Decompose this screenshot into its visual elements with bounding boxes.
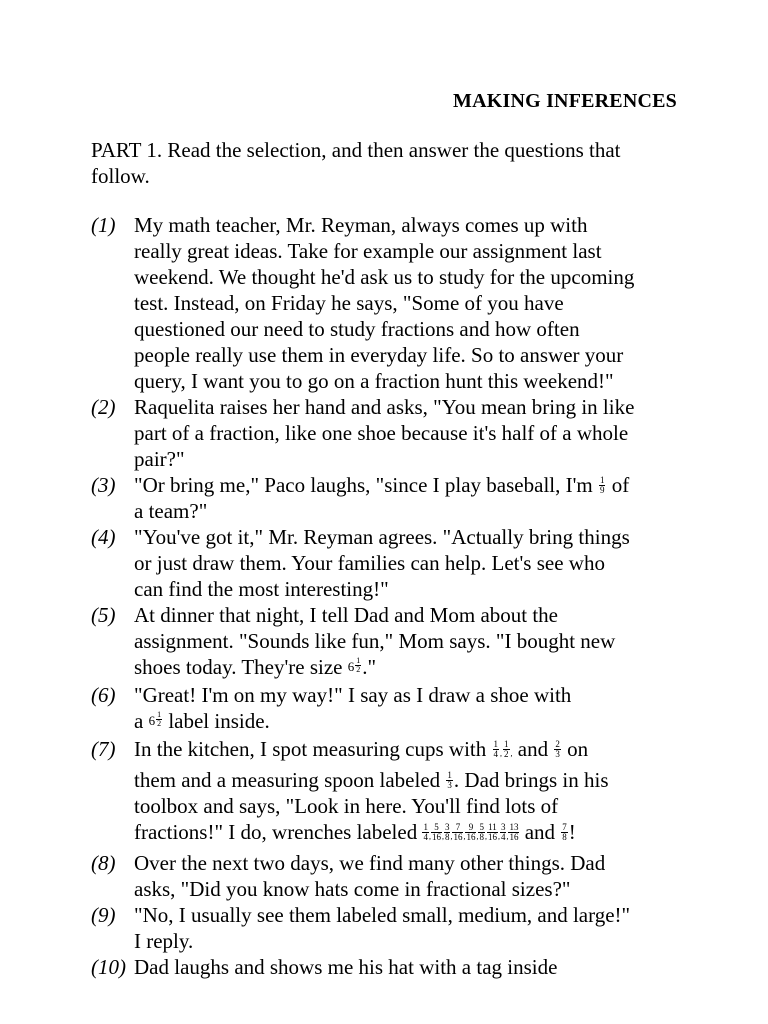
text-segment: "Or bring me," Paco laughs, "since I play baseball, I'm	[134, 473, 598, 497]
fraction-denominator: 8	[479, 832, 484, 843]
text-line: people really use them in everyday life. So to answer your	[134, 343, 624, 367]
comma-separator: ,	[428, 832, 431, 842]
text-line: At dinner that night, I tell Dad and Mom about the	[134, 603, 558, 627]
fraction-denominator: 16	[453, 832, 463, 843]
fraction	[493, 739, 503, 760]
text-line: test. Instead, on Friday he says, "Some of you have	[134, 291, 564, 315]
fraction-denominator: 3	[447, 780, 452, 791]
text-line: or just draw them. Your families can help. Let's see who	[134, 551, 605, 575]
fraction-denominator: 8	[562, 832, 567, 843]
paragraph-body	[134, 394, 681, 472]
fraction-numerator: 1	[599, 474, 605, 485]
fraction	[422, 823, 429, 842]
text-line: toolbox and says, "Look in here. You'll find lots of	[134, 794, 559, 819]
text-line	[134, 767, 681, 793]
paragraph-body	[134, 682, 681, 736]
text-line	[134, 736, 681, 767]
fraction	[497, 822, 507, 843]
fraction-numerator: 11	[488, 822, 497, 833]
text-line	[134, 472, 681, 498]
fraction	[503, 740, 510, 759]
text-segment: shoes today. They're size	[134, 655, 348, 679]
mixed-whole: 6	[347, 659, 355, 675]
text-line	[134, 654, 681, 682]
paragraph-number: (3)	[91, 473, 116, 497]
text-line: Raquelita raises her hand and asks, "You mean bring in like	[134, 395, 635, 419]
fraction-numerator: 2	[555, 739, 560, 750]
paragraph-body	[134, 212, 681, 394]
paragraph-9	[91, 902, 681, 954]
text-segment: ."	[362, 655, 377, 679]
paragraph-body	[134, 902, 681, 954]
fraction-numerator: 3	[500, 822, 506, 833]
paragraph-number: (10)	[91, 955, 126, 980]
fraction-denominator: 16	[509, 832, 519, 843]
fraction	[599, 476, 606, 495]
fraction	[465, 822, 479, 843]
paragraph-number: (9)	[91, 903, 116, 928]
fraction	[508, 823, 519, 842]
fraction	[446, 771, 453, 790]
fraction-numerator: 1	[447, 770, 452, 781]
text-line: Dad laughs and shows me his hat with a tag inside	[134, 955, 558, 980]
comma-separator: ,	[450, 832, 453, 842]
text-segment: and	[519, 820, 561, 845]
paragraph-body	[134, 850, 681, 902]
text-segment: fractions!" I do, wrenches labeled	[134, 820, 423, 845]
fraction	[452, 822, 466, 843]
text-segment: label inside.	[163, 709, 270, 734]
paragraph-number: (2)	[91, 395, 116, 419]
text-segment: . Dad brings in his	[453, 768, 609, 793]
text-segment: of	[606, 473, 630, 497]
fraction-numerator: 5	[434, 822, 439, 833]
fraction-denominator: 2	[504, 749, 509, 760]
text-line: really great ideas. Take for example our assignment last	[134, 239, 602, 263]
fraction-denominator: 8	[444, 832, 450, 843]
paragraph-body	[134, 602, 681, 682]
selection-text	[91, 212, 681, 980]
text-line	[134, 708, 681, 736]
paragraph-3	[91, 472, 681, 524]
paragraph-number: (7)	[91, 737, 116, 762]
paragraph-number: (8)	[91, 851, 116, 876]
paragraph-8	[91, 850, 681, 902]
fraction-denominator: 3	[555, 749, 560, 760]
paragraph-body	[134, 472, 681, 524]
text-line: pair?"	[134, 447, 185, 471]
fraction	[355, 657, 361, 674]
fraction-denominator: 4	[423, 832, 428, 843]
fraction-denominator: 16	[487, 832, 497, 843]
text-line	[134, 819, 681, 850]
fraction-denominator: 4	[493, 749, 499, 760]
fraction-numerator: 3	[444, 822, 450, 833]
fraction-denominator: 2	[356, 664, 361, 674]
wrench-size-list	[422, 820, 519, 844]
fraction	[554, 740, 561, 759]
comma-separator: ,	[506, 832, 509, 842]
fraction-numerator: 7	[562, 822, 567, 833]
fraction-numerator: 1	[504, 739, 509, 750]
fraction-denominator: 16	[466, 832, 476, 843]
comma-separator: ,	[476, 832, 479, 842]
mixed-number	[348, 654, 363, 680]
text-line: "No, I usually see them labeled small, medium, and large!"	[134, 903, 631, 928]
fraction-numerator: 1	[493, 739, 499, 750]
fraction-denominator: 4	[500, 832, 506, 843]
fraction-denominator: 2	[157, 718, 162, 728]
text-line: asks, "Did you know hats come in fractional sizes?"	[134, 877, 571, 902]
comma-separator: ,	[510, 749, 513, 759]
fraction	[441, 822, 451, 843]
paragraph-number: (4)	[91, 525, 116, 549]
paragraph-body	[134, 736, 681, 850]
text-segment: on	[561, 737, 589, 762]
paragraph-6	[91, 682, 681, 736]
fraction-numerator: 13	[509, 822, 519, 833]
text-line: questioned our need to study fractions and how often	[134, 317, 580, 341]
fraction-numerator: 1	[356, 655, 361, 665]
fraction-denominator: 16	[431, 832, 441, 843]
text-line: a team?"	[134, 499, 208, 523]
fraction-numerator: 1	[157, 709, 162, 719]
fraction-numerator: 5	[479, 822, 484, 833]
text-segment: and	[512, 737, 554, 762]
comma-separator: ,	[484, 832, 487, 842]
text-line: weekend. We thought he'd ask us to study for the upcoming	[134, 265, 635, 289]
fraction	[428, 822, 442, 843]
paragraph-2	[91, 394, 681, 472]
comma-separator: ,	[441, 832, 444, 842]
paragraph-5	[91, 602, 681, 682]
paragraph-body	[134, 524, 681, 602]
comma-separator: ,	[463, 832, 466, 842]
fraction-numerator: 9	[468, 822, 474, 833]
text-line: part of a fraction, like one shoe because it's half of a whole	[134, 421, 629, 445]
text-line: I reply.	[134, 929, 194, 954]
text-segment: In the kitchen, I spot measuring cups with	[134, 737, 492, 762]
text-line: assignment. "Sounds like fun," Mom says. "I bought new	[134, 629, 616, 653]
mixed-whole: 6	[148, 713, 156, 729]
text-line: can find the most interesting!"	[134, 577, 389, 601]
text-segment: them and a measuring spoon labeled	[134, 768, 446, 793]
text-line: "Great! I'm on my way!" I say as I draw a shoe with	[134, 683, 572, 708]
part-instructions: PART 1. Read the selection, and then answer the questions that follow.	[91, 138, 621, 188]
text-line: query, I want you to go on a fraction hunt this weekend!"	[134, 369, 614, 393]
paragraph-10	[91, 954, 681, 980]
paragraph-number: (6)	[91, 683, 116, 708]
comma-separator: ,	[497, 832, 500, 842]
mixed-number	[149, 708, 164, 734]
fraction	[484, 822, 498, 843]
comma-separator: ,	[500, 749, 503, 759]
paragraph-7	[91, 736, 681, 850]
paragraph-number: (5)	[91, 603, 116, 627]
fraction-numerator: 1	[423, 822, 428, 833]
text-line: My math teacher, Mr. Reyman, always comes up with	[134, 213, 588, 237]
page-title: MAKING INFERENCES	[453, 90, 677, 112]
fraction	[478, 823, 485, 842]
paragraph-4	[91, 524, 681, 602]
fraction	[561, 823, 568, 842]
fraction-numerator: 7	[455, 822, 461, 833]
paragraph-body	[134, 954, 681, 980]
text-segment: a	[134, 709, 149, 734]
fraction-denominator: 9	[599, 484, 605, 495]
text-line: Over the next two days, we find many other things. Dad	[134, 851, 606, 876]
fraction	[156, 711, 162, 728]
paragraph-1	[91, 212, 681, 394]
text-segment: !	[568, 820, 576, 845]
text-line: "You've got it," Mr. Reyman agrees. "Actually bring things	[134, 525, 630, 549]
paragraph-number: (1)	[91, 213, 116, 237]
